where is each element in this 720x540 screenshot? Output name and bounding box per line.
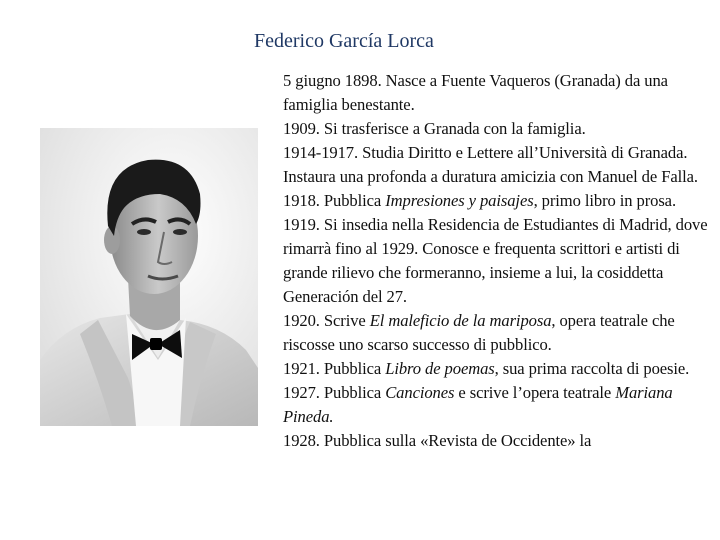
timeline-text: . Pubblica [315, 191, 386, 210]
timeline-entry [283, 357, 715, 381]
timeline-text: , primo libro in prosa. [533, 191, 676, 210]
work-title: Mariana Pineda. [283, 383, 673, 426]
timeline-year: 1928 [283, 431, 316, 450]
timeline-text: . Si insedia nella Residencia de Estudiantes di Madrid, dove rimarrà fino al 1929. Conosce e frequenta scrittori e artisti di grande rilievo che formeranno, insieme a lui, la cosiddetta Generación del 27. [283, 215, 708, 306]
timeline-text: , sua prima raccolta di poesie. [494, 359, 690, 378]
timeline-year: 1927 [283, 383, 316, 402]
timeline-text: . Pubblica [315, 383, 386, 402]
biography-timeline [283, 69, 715, 453]
timeline-entry [283, 189, 715, 213]
portrait-photo [40, 128, 258, 426]
timeline-year: 1919 [283, 215, 316, 234]
work-title: Impresiones y paisajes [385, 191, 534, 210]
timeline-year: 1909 [283, 119, 316, 138]
timeline-year: 1920 [283, 311, 316, 330]
timeline-entry [283, 141, 715, 189]
timeline-year: 1921 [283, 359, 316, 378]
page-title: Federico García Lorca [254, 30, 434, 52]
timeline-text: . Si trasferisce a Granada con la famiglia. [315, 119, 586, 138]
timeline-year: 1918 [283, 191, 316, 210]
timeline-text: . Pubblica [315, 359, 386, 378]
work-title: Libro de poemas [385, 359, 495, 378]
timeline-year: 1914-1917 [283, 143, 355, 162]
timeline-text: . Pubblica sulla «Revista de Occidente» la [315, 431, 592, 450]
timeline-text: . Scrive [315, 311, 370, 330]
timeline-entry [283, 309, 715, 357]
timeline-entry [283, 213, 715, 309]
work-title: Canciones [385, 383, 455, 402]
timeline-entry [283, 69, 715, 117]
timeline-entry [283, 117, 715, 141]
work-title: El maleficio de la mariposa [369, 311, 552, 330]
timeline-text: . Nasce a Fuente Vaqueros (Granada) da una famiglia benestante. [283, 71, 668, 114]
portrait-image [40, 128, 258, 426]
timeline-entry [283, 429, 715, 453]
timeline-year: 5 giugno 1898 [283, 71, 378, 90]
timeline-entry [283, 381, 715, 429]
timeline-text: , opera teatrale che riscosse uno scarso successo di pubblico. [283, 311, 675, 354]
timeline-text: . Studia Diritto e Lettere all’Università di Granada. Instaura una profonda a duratura amicizia con Manuel de Falla. [283, 143, 698, 186]
timeline-text: e scrive l’opera teatrale [454, 383, 616, 402]
